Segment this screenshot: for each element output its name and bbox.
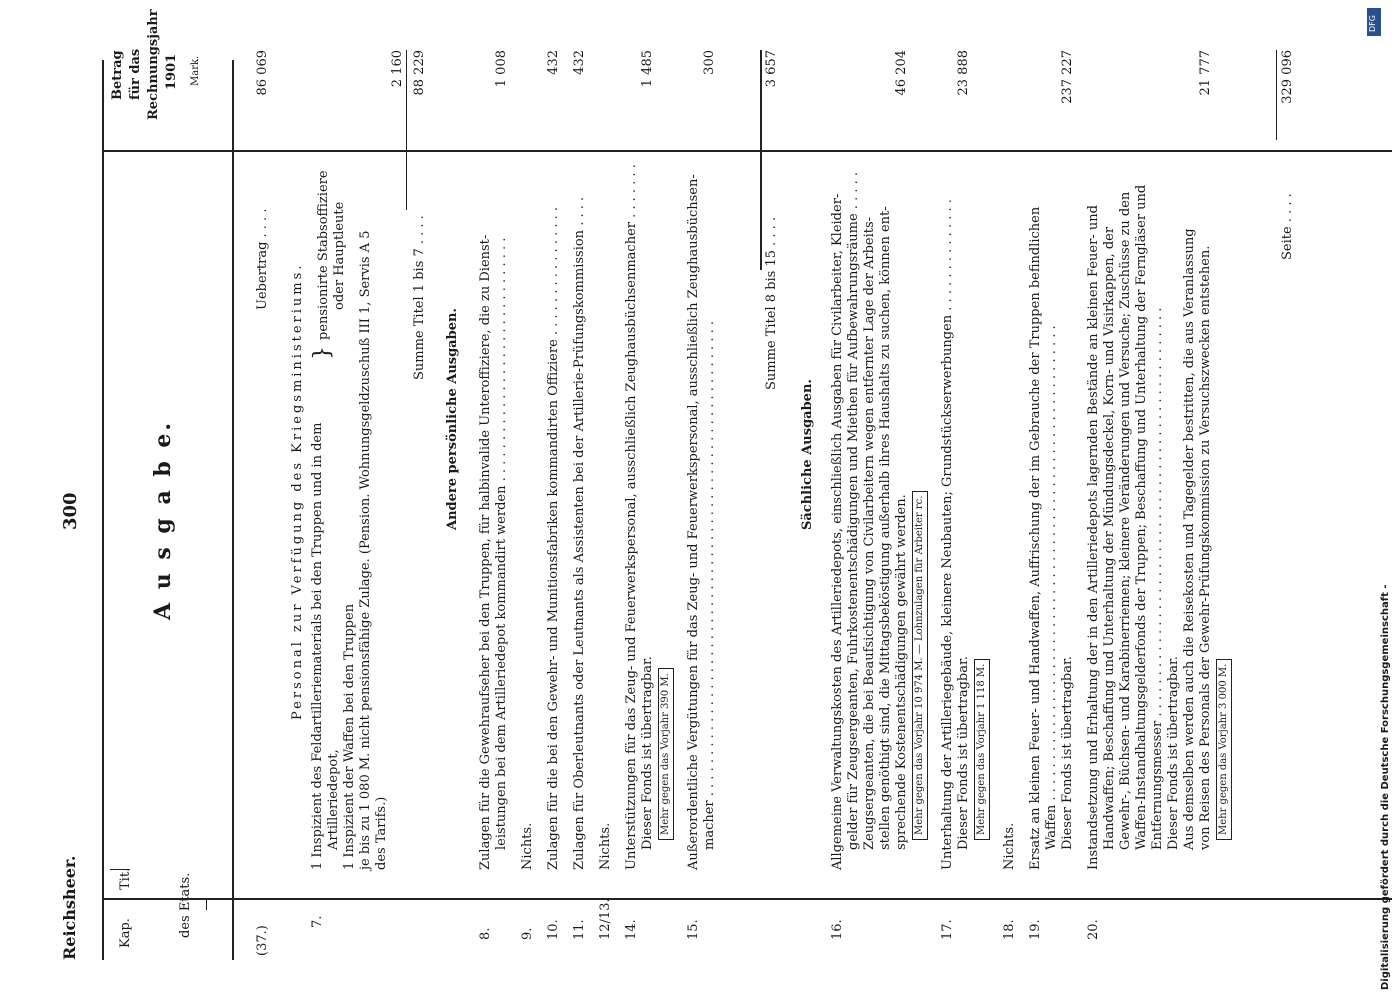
page-title: A u s g a b e. [150,419,176,620]
item-text-line: Nichts. [598,822,613,870]
item-amount: 1 485 [640,50,655,88]
item-text-line: Unterstützungen für das Zeug- und Feuerwerkspersonal, ausschließlich Zeughausbüchsenmacher . . . . . . . [624,164,639,870]
item-text-line: Dieser Fonds ist übertragbar. [1166,656,1181,850]
item-text-line: Zulagen für die bei den Gewehr- und Munitionsfabriken kommandirten Offiziere . . . . . . . . . . . . . . . . [546,207,561,870]
item-text-line: Gewehr-, Büchsen- und Karabinerriemen; kleinere Veränderungen und Versuche; Zuschüsse zu den [1118,191,1133,850]
section-saechliche: Sächliche Ausgaben. [800,379,815,530]
section-personal: Personal zur Verfügung des Kriegsministeriums. [290,262,305,720]
header-top-rule [102,60,104,960]
item-amount: 46 204 [894,50,909,96]
kap-tick [206,900,207,910]
item-text-line: leistungen bei dem Artilleriedepot kommandirt werden . . . . . . . . . . . . . . . . . . . . . . . . . . . . . . [494,237,509,850]
digitization-text: Digitalisierung gefördert durch die Deutsche Forschungsgemeinschaft - [1380,584,1391,990]
header-rechnungsjahr: Rechnungsjahr [146,9,161,120]
summe-8-15-label: Summe Titel 8 bis 15 . . . . [764,216,779,390]
item-number: 18. [1002,919,1017,940]
item-text-line: Waffen-Instandhaltungsgelderfonds der Truppen; Beschaffung und Unterhaltung der Ferngläser und [1134,184,1149,850]
item-text-line: Entfernungsmesser . . . . . . . . . . . . . . . . . . . . . . . . . . . . . . . . . . . . . . . . . . . . . . . . . . [1150,307,1165,850]
tit7-line2: Artilleriedepot, [326,749,341,850]
item-number: 17. [940,919,955,940]
tit7-line1: 1 Inspizient des Feldartilleriematerials bei den Truppen und in dem [310,422,325,870]
header-kap: Kap. [118,918,133,948]
item-amount: 300 [702,50,717,75]
tit-divider [110,869,130,870]
header-year: 1901 [164,53,179,90]
item-number: 16. [830,919,845,940]
item-text-line: Dieser Fonds ist übertragbar. [956,656,971,850]
item-number: 14. [624,919,639,940]
item-text-line: Nichts. [520,822,535,870]
tit7-brace-right2: oder Hauptleute [332,201,347,310]
item-text-line: stellen genöthigt sind, die Mittagsbeköstigung außerhalb ihres Haushalts zu suchen, können ent- [878,206,893,850]
dfg-label: DFG [1368,15,1377,32]
tit7-line3: 1 Inspizient der Waffen bei den Truppen [342,603,357,870]
tit7-line5: des Tarifs.) [374,796,389,870]
uebertrag-label: Uebertrag . . . . [255,208,270,310]
tit7-brace: } [310,346,335,360]
item-amount: 432 [546,50,561,75]
item-number: 11. [572,919,587,940]
item-text-line: gelder für Zeugsergeanten, Fuhrkostenentschädigungen und Miethen für Aufbewahrungsräume . . . . . [846,172,861,850]
tit7-line4: je bis zu 1 080 M. nicht pensionsfähige Zulage. (Pension. Wohnungsgeldzuschuß III 1, Servis A 5 [358,230,373,870]
item-text-line: Ersatz an kleinen Feuer- und Handwaffen, Auffrischung der im Gebrauche der Truppen befindlichen [1028,206,1043,870]
amount-column-rule [102,150,1392,152]
uebertrag-value: 86 069 [255,50,270,96]
sum-rule-1 [406,50,407,210]
item-amount: 23 888 [956,50,971,96]
item-text-line: Aus demselben werden auch die Reisekosten und Tagegelder bestritten, die aus Veranlassung [1182,228,1197,850]
header-fuer-das: für das [128,48,143,100]
seite-label: Seite . . . . [1280,193,1295,260]
item-number: 8. [478,927,493,940]
dfg-logo [1367,8,1381,36]
item-number: 12/13. [598,898,613,940]
header-tit: Tit. [118,867,133,890]
summe-1-7-label: Summe Titel 1 bis 7 . . . . [412,215,427,380]
tit7-brace-right1: pensionirte Stabsoffiziere [316,170,331,340]
kapitel-number: (37.) [255,925,270,956]
item-text-line: Zulagen für Oberleutnants oder Leutnants als Assistenten bei der Artillerie-Prüfungskommission . . . . [572,196,587,870]
item-text-line: Nichts. [1002,822,1017,870]
item-text-line: sprechende Kostenentschädigungen gewährt werden. [894,494,909,850]
section-andere: Andere persönliche Ausgaben. [445,308,460,530]
header-bottom-rule [232,60,234,960]
page-number: 300 [60,492,81,530]
header-betrag: Betrag [110,50,125,100]
item-number: 20. [1086,919,1101,940]
sum-rule-3 [1276,50,1277,140]
item-text-line: Zeugsergeanten, die bei Beaufsichtigung von Civilarbeitern wegen entfernter Lage der Arbeits- [862,216,877,850]
summe-8-15-value: 3 657 [764,50,779,88]
item-text-line: Handwaffen; Beschaffung und Unterhaltung der Mündungsdeckel, Korn- und Visirkappen, der [1102,226,1117,850]
item-number: 10. [546,919,561,940]
item-note-box: Mehr gegen das Vorjahr 3 000 M. [1216,659,1232,840]
item-note-box: Mehr gegen das Vorjahr 1 118 M. [974,659,990,840]
item-text-line: Dieser Fonds ist übertragbar. [640,656,655,850]
item-note-box: Mehr gegen das Vorjahr 390 M. [658,668,674,840]
item-text-line: Waffen . . . . . . . . . . . . . . . . . . . . . . . . . . . . . . . . . . . . . . . . . . . . . . . . . . . . . . . . . . [1044,325,1059,850]
item-note-box: Mehr gegen das Vorjahr 10 974 M. — Lohnzulagen für Arbeiter rc. [912,491,928,840]
summe-1-7-value: 88 229 [412,50,427,96]
item-amount: 432 [572,50,587,75]
item-amount: 237 227 [1060,50,1075,104]
item-number: 19. [1028,919,1043,940]
item-amount: 1 008 [494,50,509,88]
tit7-number: 7. [310,915,325,928]
item-text-line: Dieser Fonds ist übertragbar. [1060,656,1075,850]
item-amount: 21 777 [1198,50,1213,96]
tit7-value: 2 160 [390,50,405,88]
digitization-note [1366,10,1391,990]
item-text-line: von Reisen des Personals der Gewehr-Prüfungskommission zu Versuchszwecken entstehen. [1198,245,1213,850]
item-text-line: Instandsetzung und Erhaltung der in den Artilleriedepots lagernden Bestände an kleinen Feuer- und [1086,205,1101,870]
item-text-line: macher . . . . . . . . . . . . . . . . . . . . . . . . . . . . . . . . . . . . . . . . . . . . . . . . . . . . . . . . . . [702,321,717,850]
item-text-line: Allgemeine Verwaltungskosten des Artilleriedepots, einschließlich Ausgaben für Civilarbeiter, Kleider- [830,193,845,870]
item-number: 15. [686,919,701,940]
item-text-line: Unterhaltung der Artilleriegebäude, kleinere Neubauten; Grundstückserwerbungen . . . . . . . . . . . . . . [940,199,955,870]
seite-value: 329 096 [1280,50,1295,104]
sum-rule-2 [760,50,762,270]
header-des-etats: des Etats. [178,872,193,938]
item-text-line: Zulagen für die Gewehraufseher bei den Truppen, für halbinvalide Unteroffiziere, die zu Dienst- [478,234,493,870]
kap-column-rule [102,898,1392,900]
running-head: Reichsheer. [60,855,79,960]
item-number: 9. [520,927,535,940]
header-mark: Mark. [190,55,201,86]
item-text-line: Außerordentliche Vergütungen für das Zeug- und Feuerwerkspersonal, ausschließlich Zeughausbüchsen- [686,174,701,870]
